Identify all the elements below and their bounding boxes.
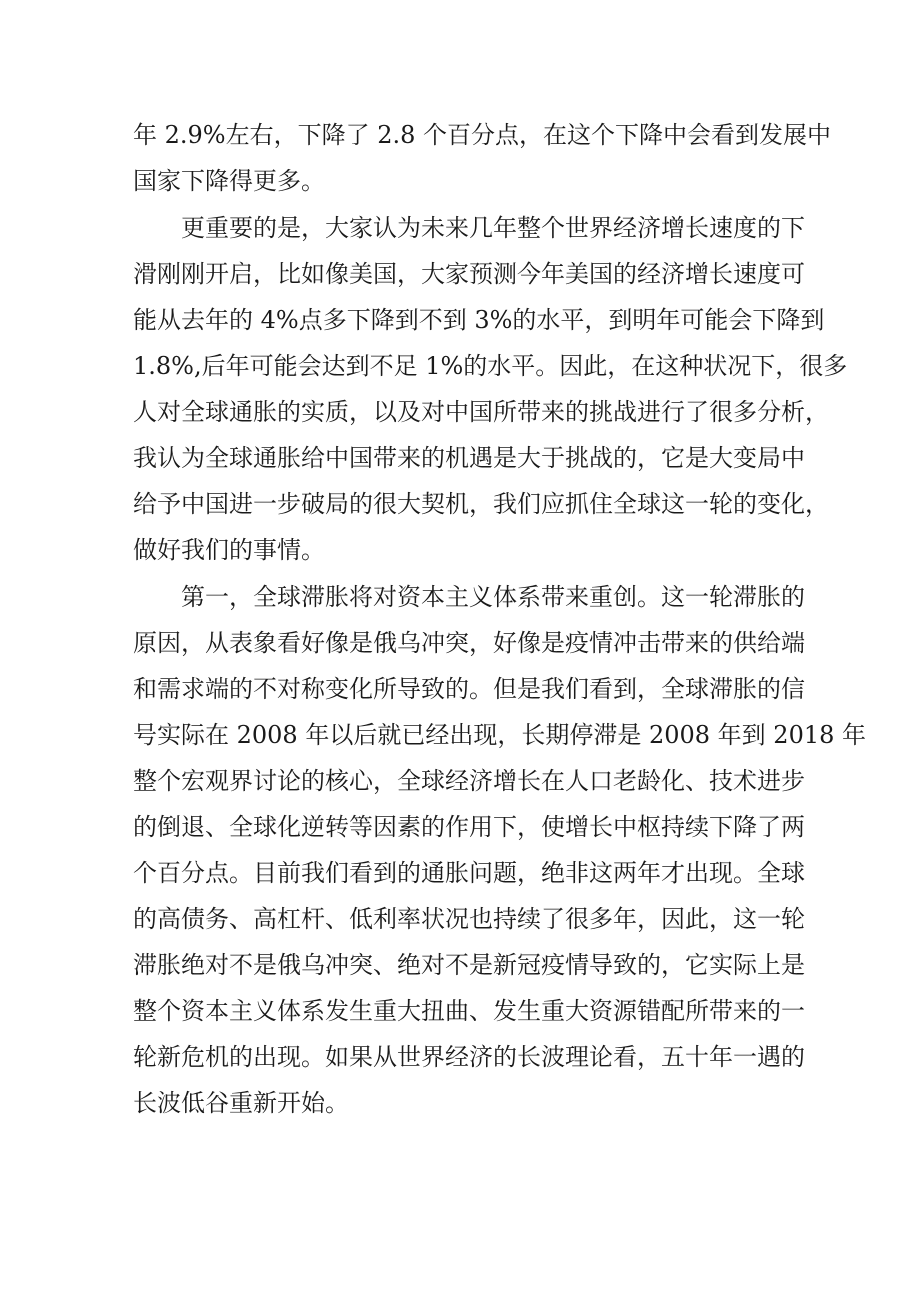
paragraph-line: 国家下降得更多。 [133,167,325,195]
paragraph-line: 我认为全球通胀给中国带来的机遇是大于挑战的，它是大变局中 [133,444,805,472]
paragraph-line: 能从去年的 4%点多下降到不到 3%的水平，到明年可能会下降到 [133,306,825,334]
paragraph-line: 整个宏观界讨论的核心，全球经济增长在人口老龄化、技术进步 [133,767,805,795]
paragraph-line: 的高债务、高杠杆、低利率状况也持续了很多年，因此，这一轮 [133,905,805,933]
paragraph-line: 第一，全球滞胀将对资本主义体系带来重创。这一轮滞胀的 [181,583,805,611]
paragraph-line: 整个资本主义体系发生重大扭曲、发生重大资源错配所带来的一 [133,997,805,1025]
paragraph-line: 年 2.9%左右，下降了 2.8 个百分点，在这个下降中会看到发展中 [133,121,832,149]
paragraph-line: 原因，从表象看好像是俄乌冲突，好像是疫情冲击带来的供给端 [133,629,805,657]
paragraph-line: 更重要的是，大家认为未来几年整个世界经济增长速度的下 [181,214,805,242]
paragraph-line: 做好我们的事情。 [133,536,325,564]
paragraph-line: 滑刚刚开启，比如像美国，大家预测今年美国的经济增长速度可 [133,260,805,288]
paragraph-line: 人对全球通胀的实质，以及对中国所带来的挑战进行了很多分析， [133,398,829,426]
paragraph-line: 和需求端的不对称变化所导致的。但是我们看到，全球滞胀的信 [133,675,805,703]
paragraph-line: 号实际在 2008 年以后就已经出现，长期停滞是 2008 年到 2018 年 [133,721,867,749]
paragraph-line: 滞胀绝对不是俄乌冲突、绝对不是新冠疫情导致的，它实际上是 [133,951,805,979]
paragraph-line: 轮新危机的出现。如果从世界经济的长波理论看，五十年一遇的 [133,1043,805,1071]
paragraph-line: 长波低谷重新开始。 [133,1089,349,1117]
paragraph-line: 给予中国进一步破局的很大契机，我们应抓住全球这一轮的变化， [133,490,829,518]
paragraph-line: 个百分点。目前我们看到的通胀问题，绝非这两年才出现。全球 [133,859,805,887]
paragraph-line: 的倒退、全球化逆转等因素的作用下，使增长中枢持续下降了两 [133,813,805,841]
paragraph-line: 1.8%,后年可能会达到不足 1%的水平。因此，在这种状况下，很多 [133,352,848,380]
